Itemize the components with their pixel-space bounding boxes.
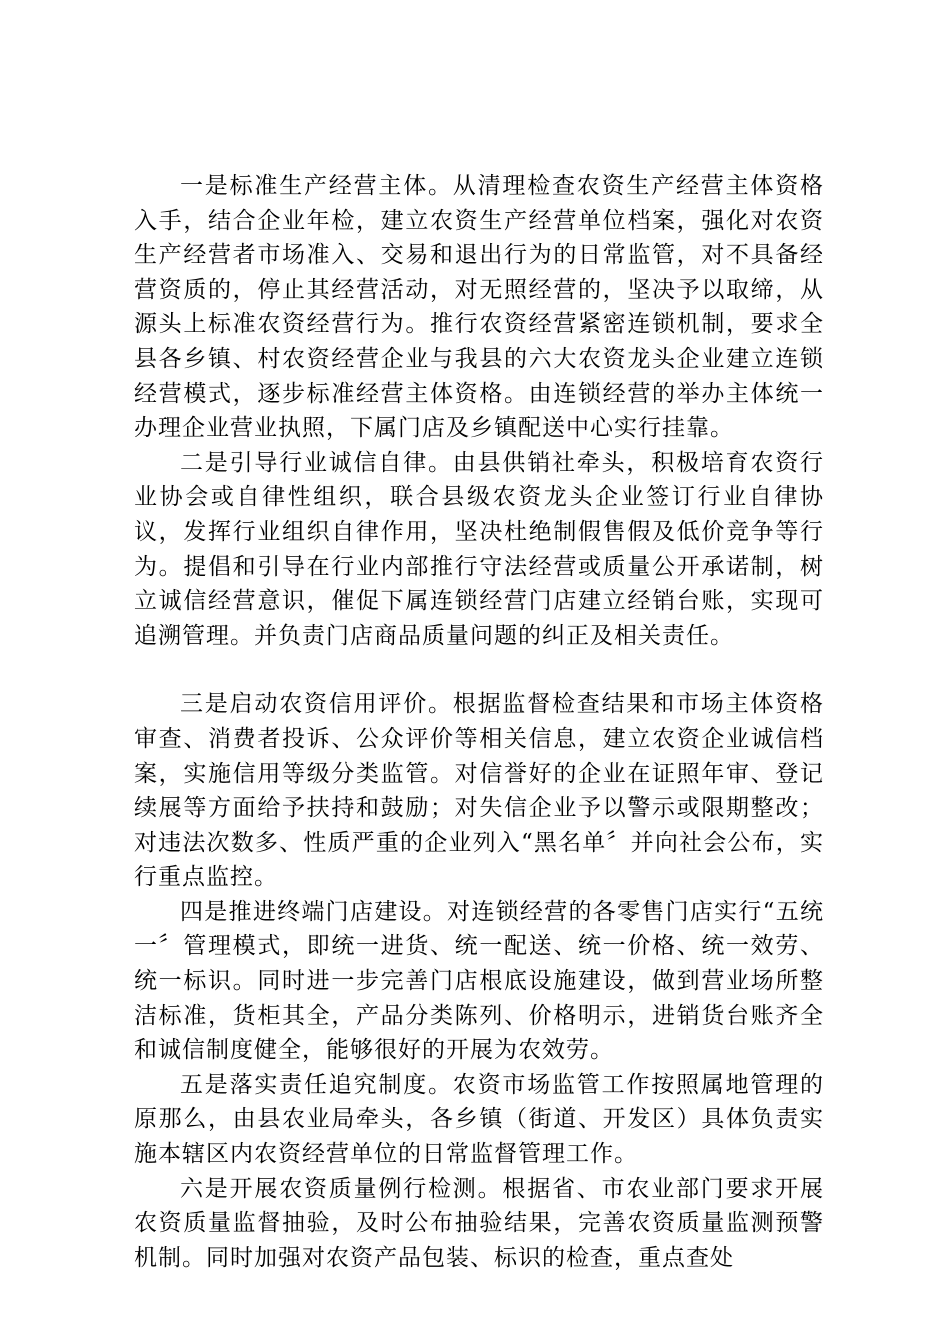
paragraph-credit-evaluation: 三是启动农资信用评价。根据监督检查结果和市场主体资格审查、消费者投诉、公众评价等相关信息，建立农资企业诚信档案，实施信用等级分类监管。对信誉好的企业在证照年审、登记续展等方面给予扶持和鼓励；对失信企业予以警示或限期整改；对违法次数多、性质严重的企业列入“黑名单〞并向社会公布，实行重点监控。 [134, 691, 824, 891]
paragraph-terminal-stores: 四是推进终端门店建设。对连锁经营的各零售门店实行“五统一〞管理模式，即统一进货、统一配送、统一价格、统一效劳、统一标识。同时进一步完善门店根底设施建设，做到营业场所整洁标准，货柜其全，产品分类陈列、价格明示，进销货台账齐全和诚信制度健全，能够很好的开展为农效劳。 [134, 898, 824, 1064]
paragraph-industry-self-discipline: 二是引导行业诚信自律。由县供销社牵头，积极培育农资行业协会或自律性组织，联合县级农资龙头企业签订行业自律协议，发挥行业组织自律作用，坚决杜绝制假售假及低价竞争等行为。提倡和引导在行业内部推行守法经营或质量公开承诺制，树立诚信经营意识，催促下属连锁经营门店建立经销台账，实现可追溯管理。并负责门店商品质量问题的纠正及相关责任。 [134, 449, 824, 649]
paragraph-quality-testing: 六是开展农资质量例行检测。根据省、市农业部门要求开展农资质量监督抽验，及时公布抽验结果，完善农资质量监测预警机制。同时加强对农资产品包装、标识的检查，重点查处 [134, 1175, 824, 1271]
paragraph-standardize-operators: 一是标准生产经营主体。从清理检查农资生产经营主体资格入手，结合企业年检，建立农资生产经营单位档案，强化对农资生产经营者市场准入、交易和退出行为的日常监管，对不具备经营资质的，停止其经营活动，对无照经营的，坚决予以取缔，从源头上标准农资经营行为。推行农资经营紧密连锁机制，要求全县各乡镇、村农资经营企业与我县的六大农资龙头企业建立连锁经营模式，逐步标准经营主体资格。由连锁经营的举办主体统一办理企业营业执照，下属门店及乡镇配送中心实行挂靠。 [134, 173, 824, 442]
document-body [134, 169, 824, 1275]
paragraph-accountability: 五是落实责任追究制度。农资市场监管工作按照属地管理的原那么，由县农业局牵头，各乡镇（街道、开发区）具体负责实施本辖区内农资经营单位的日常监督管理工作。 [134, 1071, 824, 1168]
